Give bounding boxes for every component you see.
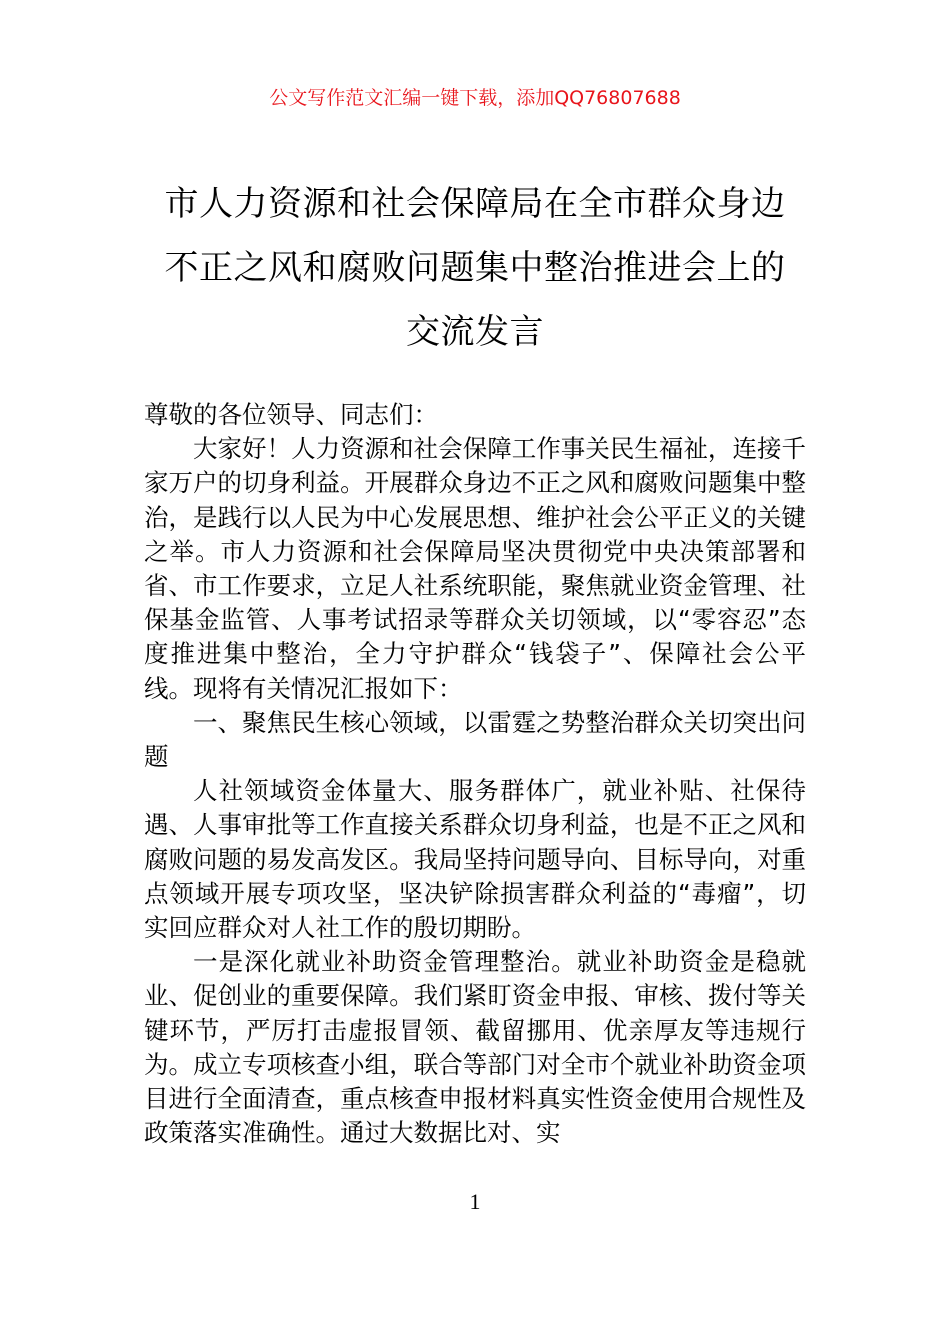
section-heading: 一、聚焦民生核心领域，以雷霆之势整治群众关切突出问题 <box>144 707 806 772</box>
title-line: 市人力资源和社会保障局在全市群众身边 <box>164 184 786 224</box>
page-number: 1 <box>469 1189 481 1214</box>
title-line: 不正之风和腐败问题集中整治推进会上的 <box>164 248 786 288</box>
document-title <box>140 172 810 364</box>
title-line: 交流发言 <box>406 312 544 352</box>
paragraph-intro: 大家好！人力资源和社会保障工作事关民生福祉，连接千家万户的切身利益。开展群众身边不正之风和腐败问题集中整治，是践行以人民为中心发展思想、维护社会公平正义的关键之举。市人力资源和社会保障局坚决贯彻党中央决策部署和省、市工作要求，立足人社系统职能，聚焦就业资金管理、社保基金监管、人事考试招录等群众关切领域，以“零容忍”态度推进集中整治，全力守护群众“钱袋子”、保障社会公平线。现将有关情况汇报如下： <box>144 434 806 703</box>
paragraph-section-overview: 人社领域资金体量大、服务群体广，就业补贴、社保待遇、人事审批等工作直接关系群众切身利益，也是不正之风和腐败问题的易发高发区。我局坚持问题导向、目标导向，对重点领域开展专项攻坚，坚决铲除损害群众利益的“毒瘤”，切实回应群众对人社工作的殷切期盼。 <box>144 776 806 943</box>
download-banner[interactable]: 公文写作范文汇编一键下载，添加QQ76807688 <box>269 87 681 109</box>
paragraph-employment-funds: 一是深化就业补助资金管理整治。就业补助资金是稳就业、促创业的重要保障。我们紧盯资金申报、审核、拨付等关键环节，严厉打击虚报冒领、截留挪用、优亲厚友等违规行为。成立专项核查小组，联合等部门对全市个就业补助资金项目进行全面清查，重点核查申报材料真实性资金使用合规性及政策落实准确性。通过大数据比对、实 <box>144 947 806 1148</box>
document-body <box>144 398 806 1150</box>
salutation: 尊敬的各位领导、同志们： <box>144 400 438 429</box>
